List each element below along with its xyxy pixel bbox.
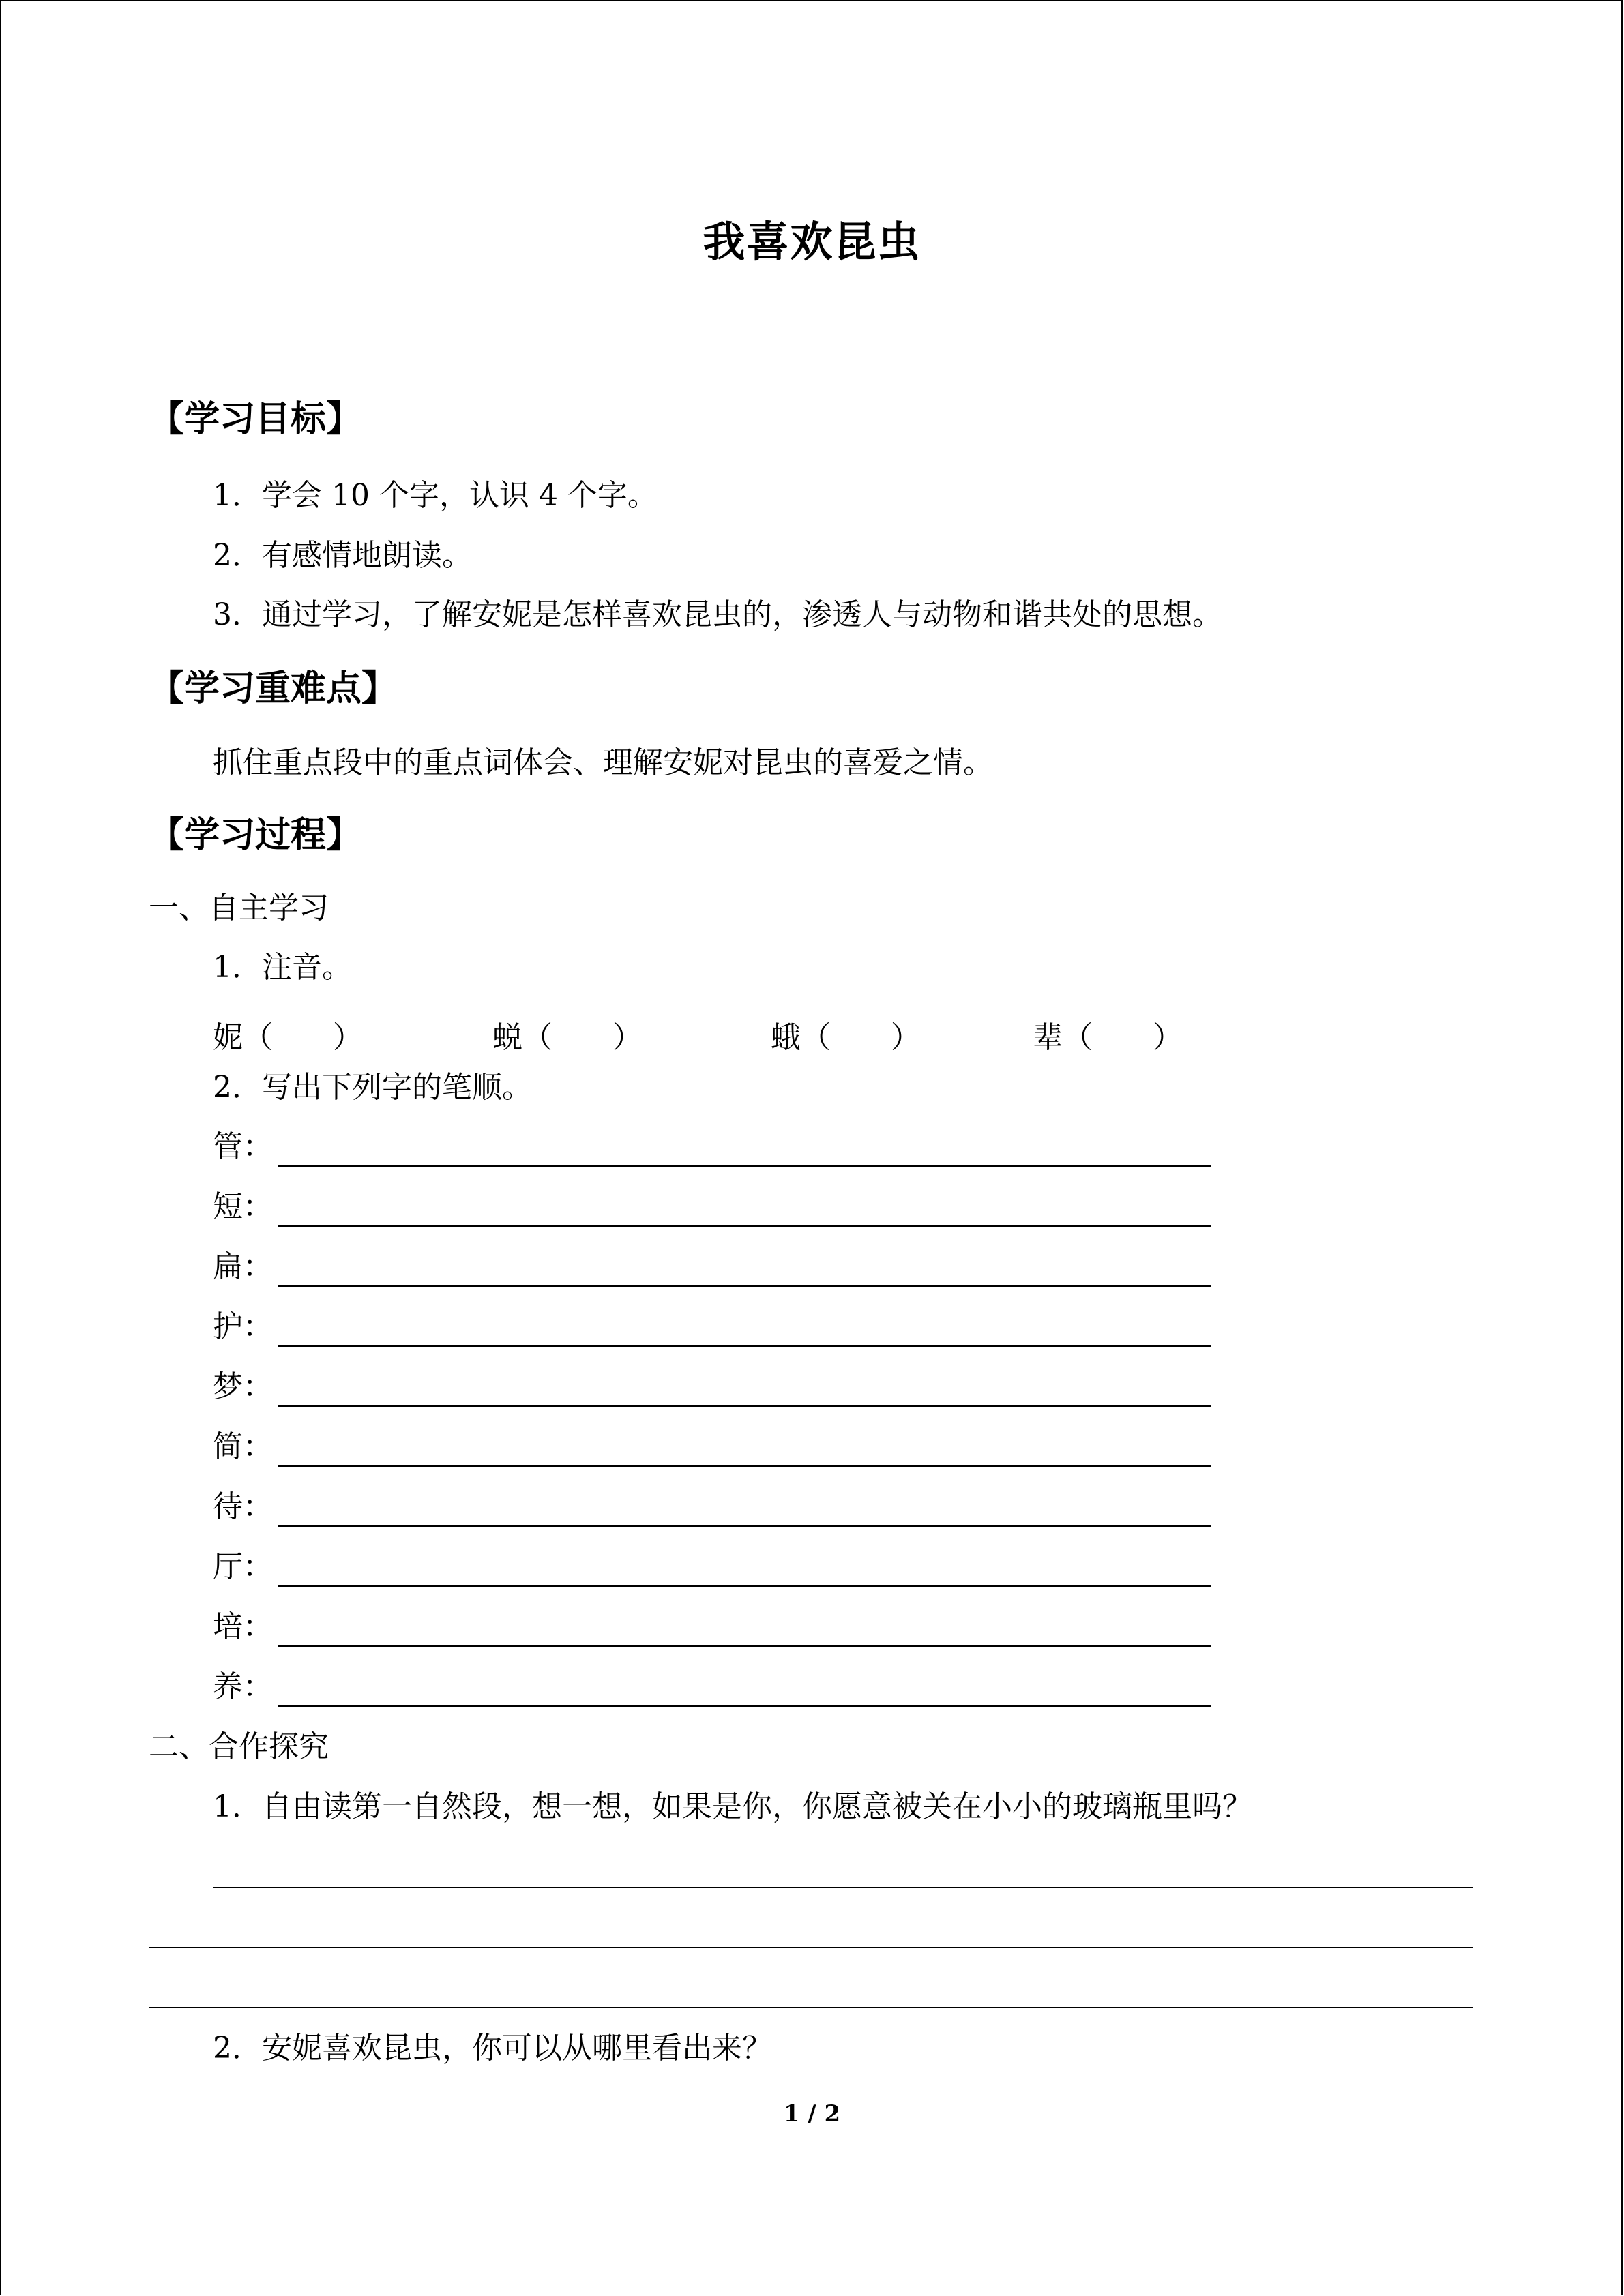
answer-line[interactable]: [278, 1705, 1211, 1707]
answer-line[interactable]: [278, 1465, 1211, 1467]
key-points-heading: 【学习重难点】: [149, 668, 398, 709]
answer-line[interactable]: [278, 1585, 1211, 1587]
goal-item-2: 2．有感情地朗读。: [213, 538, 472, 573]
stroke-char-label: 简：: [213, 1429, 273, 1464]
pinyin-item-1: 妮（ ）: [213, 1020, 363, 1055]
part2-question-2: 2．安妮喜欢昆虫，你可以从哪里看出来？: [213, 2031, 772, 2066]
pinyin-item-3: 蛾（ ）: [771, 1020, 921, 1055]
answer-line[interactable]: [213, 1887, 1473, 1888]
stroke-char-label: 厅：: [213, 1549, 273, 1584]
stroke-char-label: 养：: [213, 1669, 273, 1704]
part1-question-1: 1．注音。: [213, 950, 352, 985]
part2-question-1: 1．自由读第一自然段，想一想，如果是你，你愿意被关在小小的玻璃瓶里吗？: [213, 1789, 1252, 1824]
goal-item-3: 3．通过学习，了解安妮是怎样喜欢昆虫的，渗透人与动物和谐共处的思想。: [213, 597, 1222, 632]
stroke-char-label: 短：: [213, 1189, 273, 1224]
stroke-char-label: 管：: [213, 1129, 273, 1164]
answer-line[interactable]: [278, 1165, 1211, 1167]
answer-line[interactable]: [278, 1225, 1211, 1227]
pinyin-item-2: 蜕（ ）: [492, 1020, 643, 1055]
pinyin-item-4: 辈（ ）: [1033, 1020, 1183, 1055]
answer-line[interactable]: [149, 1947, 1473, 1948]
answer-line[interactable]: [278, 1405, 1211, 1407]
answer-line[interactable]: [278, 1345, 1211, 1347]
stroke-char-label: 培：: [213, 1609, 273, 1644]
part2-title: 二、合作探究: [149, 1729, 329, 1764]
page-title: 我喜欢昆虫: [703, 217, 921, 267]
stroke-char-label: 护：: [213, 1309, 273, 1344]
goal-item-1: 1．学会 10 个字，认识 4 个字。: [213, 478, 658, 513]
answer-line[interactable]: [149, 2007, 1473, 2008]
stroke-char-label: 扁：: [213, 1249, 273, 1284]
part1-title: 一、自主学习: [149, 891, 329, 925]
key-points-text: 抓住重点段中的重点词体会、理解安妮对昆虫的喜爱之情。: [213, 745, 993, 780]
answer-line[interactable]: [278, 1285, 1211, 1287]
process-heading: 【学习过程】: [149, 815, 362, 856]
goals-heading: 【学习目标】: [149, 399, 362, 440]
stroke-char-label: 待：: [213, 1489, 273, 1524]
answer-line[interactable]: [278, 1645, 1211, 1647]
answer-line[interactable]: [278, 1525, 1211, 1527]
part1-question-2: 2．写出下列字的笔顺。: [213, 1070, 532, 1105]
stroke-char-label: 梦：: [213, 1369, 273, 1404]
page-number: 1 / 2: [783, 2100, 841, 2128]
